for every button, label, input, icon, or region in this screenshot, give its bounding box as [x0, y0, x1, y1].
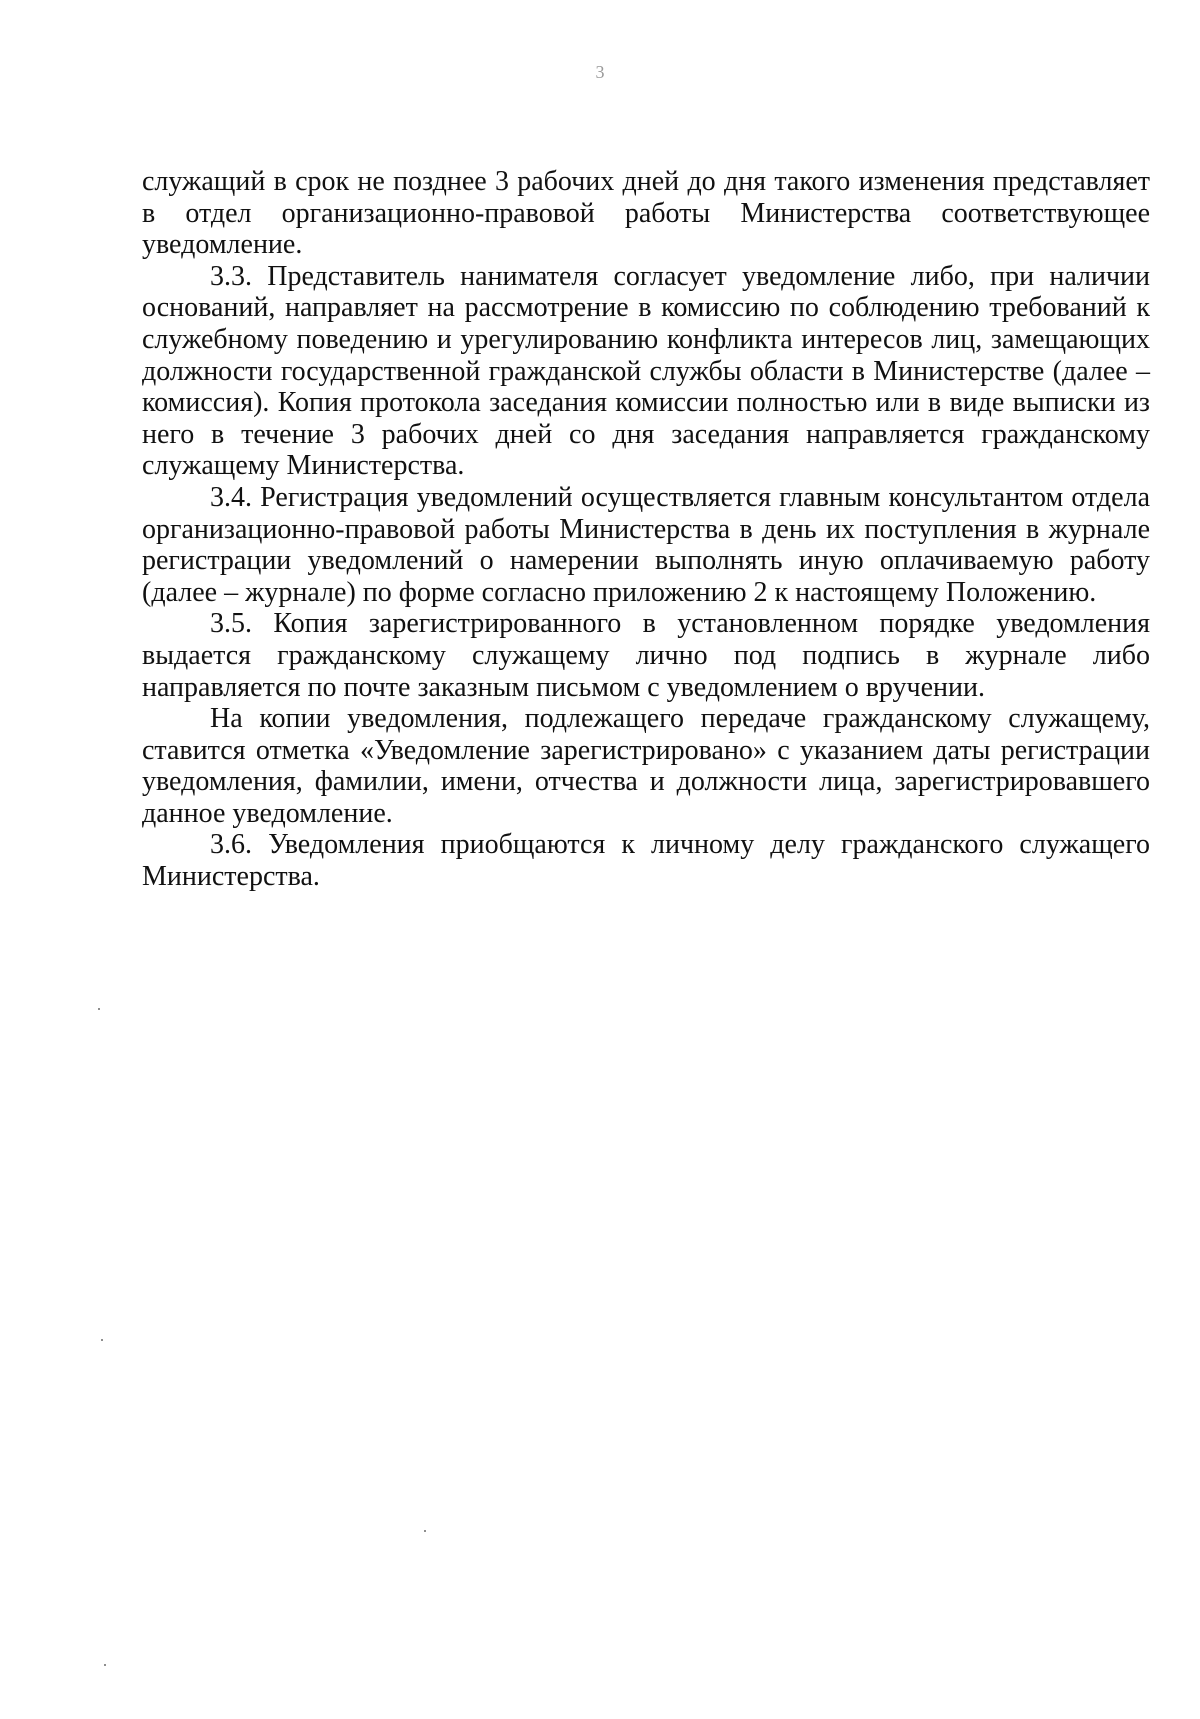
scan-speck	[424, 1530, 426, 1532]
paragraph-3-5-note: На копии уведомления, подлежащего передаче гражданскому служащему, ставится отметка «Уведомление зарегистрировано» с указанием даты регистрации уведомления, фамилии, имени, отчества и должности лица, зарегистрировавшего данное уведомление.	[142, 703, 1150, 829]
paragraph-3-6: 3.6. Уведомления приобщаются к личному делу гражданского служащего Министерства.	[142, 829, 1150, 893]
document-body	[142, 166, 1150, 893]
scan-speck	[98, 1008, 100, 1010]
page-number: 3	[595, 62, 605, 82]
scan-speck	[104, 1664, 106, 1666]
paragraph-continuation: служащий в срок не позднее 3 рабочих дней до дня такого изменения представляет в отдел организационно-правовой работы Министерства соответствующее уведомление.	[142, 166, 1150, 261]
scan-speck	[101, 1339, 103, 1341]
paragraph-3-4: 3.4. Регистрация уведомлений осуществляется главным консультантом отдела организационно-правовой работы Министерства в день их поступления в журнале регистрации уведомлений о намерении выполнять иную оплачиваемую работу (далее – журнале) по форме согласно приложению 2 к настоящему Положению.	[142, 481, 1150, 608]
paragraph-3-3: 3.3. Представитель нанимателя согласует уведомление либо, при наличии оснований, направляет на рассмотрение в комиссию по соблюдению требований к служебному поведению и урегулированию конфликта интересов лиц, замещающих должности государственной гражданской службы области в Министерстве (далее – комиссия). Копия протокола заседания комиссии полностью или в виде выписки из него в течение 3 рабочих дней со дня заседания направляется гражданскому служащему Министерства.	[142, 260, 1150, 482]
paragraph-3-5: 3.5. Копия зарегистрированного в установленном порядке уведомления выдается гражданскому служащему лично под подпись в журнале либо направляется по почте заказным письмом с уведомлением о вручении.	[142, 608, 1150, 703]
